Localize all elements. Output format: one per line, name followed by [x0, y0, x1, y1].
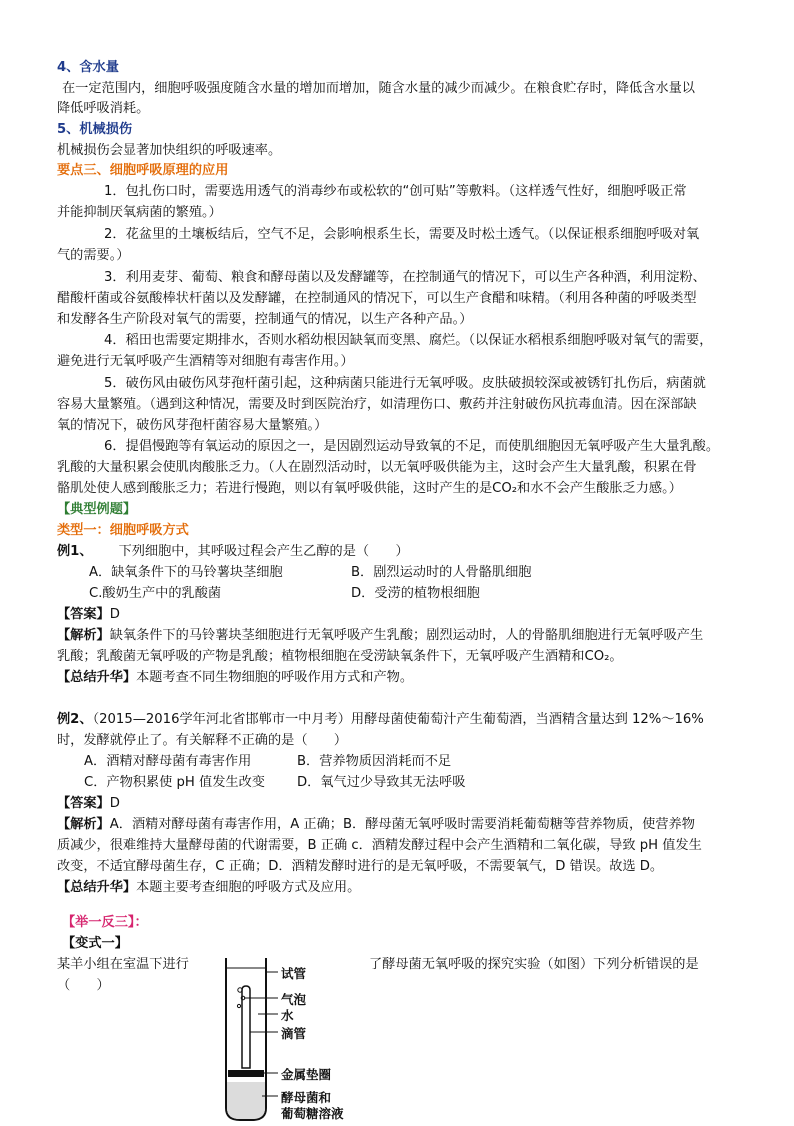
- example-1-summary: [57, 668, 794, 688]
- metal-washer-shape: [228, 1070, 264, 1077]
- section-5-heading: 5、机械损伤: [57, 122, 133, 137]
- example-1-option-b: B．剧烈运动时的人骨骼肌细胞: [351, 565, 532, 580]
- label-water: 水: [281, 1008, 294, 1023]
- point-3-line: 并能抑制厌氧病菌的繁殖。）: [57, 205, 222, 220]
- example-2-option-c: C．产物积累使 pH 值发生改变: [84, 775, 265, 790]
- example-1-question-text: 下列细胞中，其呼吸过程会产生乙醇的是（ ）: [118, 544, 409, 559]
- example-2-analysis-line-2: 质减少，很难维持大量酵母菌的代谢需要，B 正确 c．酒精发酵过程中会产生酒精和二氧化碳，导致 pH 值发生: [57, 838, 702, 853]
- label-yeast: 酵母菌和: [281, 1090, 332, 1105]
- point-3-heading: 要点三、细胞呼吸原理的应用: [57, 163, 229, 178]
- yeast-experiment-figure: [218, 950, 378, 1122]
- summary-label: 【总结升华】: [57, 670, 137, 685]
- summary-label: 【总结升华】: [57, 880, 137, 895]
- example-2-label: 例2、: [57, 712, 93, 727]
- yeast-solution-shape: [227, 1082, 265, 1119]
- variant-question-paren: （ ）: [57, 978, 110, 993]
- variant-question-right: 了酵母菌无氧呼吸的探究实验（如图）下列分析错误的是: [369, 957, 699, 972]
- example-2-option-b: B．营养物质因消耗而不足: [297, 754, 452, 769]
- point-3-line: 氧的情况下，破伤风芽孢杆菌容易大量繁殖。）: [57, 418, 328, 433]
- point-3-line: 容易大量繁殖。（遇到这种情况，需要及时到医院治疗，如清理伤口、敷药并注射破伤风抗毒血清。因在深部缺: [57, 397, 697, 412]
- point-3-line: 4．稻田也需要定期排水，否则水稻幼根因缺氧而变黑、腐烂。（以保证水稻根系细胞呼吸对氧气的需要，: [104, 333, 713, 348]
- bubble-shape: [237, 1004, 240, 1007]
- section-5-para: 机械损伤会显著加快组织的呼吸速率。: [57, 143, 282, 158]
- label-bubble: 气泡: [281, 992, 307, 1007]
- example-2-question-text: （2015—2016学年河北省邯郸市一中月考）用酵母菌使葡萄汁产生葡萄酒，当酒精含量达到 12%～16%: [92, 712, 704, 727]
- analysis-label: 【解析】: [57, 817, 110, 832]
- analysis-label: 【解析】: [57, 628, 110, 643]
- point-3-line: 乳酸的大量积累会使肌肉酸胀乏力。（人在剧烈活动时，以无氧呼吸供能为主，这时会产生大量乳酸，积累在骨: [57, 460, 697, 475]
- example-2-answer: [57, 794, 794, 814]
- example-1-option-a: A．缺氧条件下的马铃薯块茎细胞: [89, 565, 283, 580]
- point-3-line: 6．提倡慢跑等有氧运动的原因之一，是因剧烈运动导致氧的不足，而使肌细胞因无氧呼吸产生大量乳酸。: [104, 439, 720, 454]
- example-1-option-d: D．受涝的植物根细胞: [351, 586, 480, 601]
- example-1-option-c: C.酸奶生产中的乳酸菌: [89, 586, 222, 601]
- point-3-line: 1．包扎伤口时，需要选用透气的消毒纱布或松软的“创可贴”等敷料。（这样透气性好，细胞呼吸正常: [104, 184, 687, 199]
- answer-value: D: [109, 796, 120, 811]
- example-1-label: 例1、: [57, 544, 93, 559]
- analysis-text: A．酒精对酵母菌有毒害作用，A 正确；B．酵母菌无氧呼吸时需要消耗葡萄糖等营养物质，使营养物: [109, 817, 695, 832]
- example-1-answer: [57, 605, 794, 625]
- variant-question-left: 某羊小组在室温下进行: [57, 957, 189, 972]
- label-glucose-solution: 葡萄糖溶液: [281, 1106, 344, 1121]
- example-2-question-line-2: 时，发酵就停止了。有关解释不正确的是（ ）: [57, 733, 348, 748]
- answer-label: 【答案】: [57, 607, 110, 622]
- example-2-option-a: A．酒精对酵母菌有毒害作用: [84, 754, 252, 769]
- point-3-line: 2．花盆里的土壤板结后，空气不足，会影响根系生长，需要及时松土透气。（以保证根系细胞呼吸对氧: [104, 227, 700, 242]
- example-1-analysis-line-2: 乳酸；乳酸菌无氧呼吸的产物是乳酸；植物根细胞在受涝缺氧条件下，无氧呼吸产生酒精和CO₂。: [57, 649, 623, 664]
- answer-label: 【答案】: [57, 796, 110, 811]
- label-dropper: 滴管: [281, 1026, 307, 1041]
- point-3-line: 避免进行无氧呼吸产生酒精等对细胞有毒害作用。）: [57, 354, 354, 369]
- point-3-line: 气的需要。）: [57, 248, 130, 263]
- example-1-analysis-line-1: [57, 626, 794, 646]
- label-test-tube: 试管: [281, 966, 307, 981]
- label-metal-washer: 金属垫圈: [281, 1067, 332, 1082]
- example-2-question-line-1: [57, 710, 794, 730]
- point-3-line: 醋酸杆菌或谷氨酸棒状杆菌以及发酵罐，在控制通风的情况下，可以生产食醋和味精。（利用各种菌的呼吸类型: [57, 291, 697, 306]
- type-1-heading: 类型一：细胞呼吸方式: [57, 523, 189, 538]
- practice-heading: 【举一反三】：: [62, 915, 148, 930]
- analysis-text: 缺氧条件下的马铃薯块茎细胞进行无氧呼吸产生乳酸；剧烈运动时，人的骨骼肌细胞进行无氧呼吸产生: [109, 628, 704, 643]
- examples-heading: 【典型例题】: [57, 502, 137, 517]
- point-3-line: 和发酵各生产阶段对氧气的需要，控制通气的情况，以生产各种产品。）: [57, 312, 473, 327]
- point-3-line: 骼肌处使人感到酸胀乏力；若进行慢跑，则以有氧呼吸供能，这时产生的是CO₂和水不会产生酸胀乏力感。）: [57, 481, 682, 496]
- example-2-analysis-line-1: [57, 815, 794, 835]
- example-2-analysis-line-3: 改变，不适宜酵母菌生存，C 正确；D．酒精发酵时进行的是无氧呼吸，不需要氧气，D 错误。故选 D。: [57, 859, 664, 874]
- point-3-line: 5．破伤风由破伤风芽孢杆菌引起，这种病菌只能进行无氧呼吸。皮肤破损较深或被锈钉扎伤后，病菌就: [104, 376, 706, 391]
- section-4-para-line-1: 在一定范围内，细胞呼吸强度随含水量的增加而增加，随含水量的减少而减少。在粮食贮存时，降低含水量以: [62, 81, 695, 96]
- point-3-line: 3．利用麦芽、葡萄、粮食和酵母菌以及发酵罐等，在控制通气的情况下，可以生产各种酒，利用淀粉、: [104, 270, 706, 285]
- section-4-heading: 4、含水量: [57, 60, 119, 75]
- example-2-option-d: D．氧气过少导致其无法呼吸: [297, 775, 466, 790]
- summary-text: 本题考查不同生物细胞的呼吸作用方式和产物。: [136, 670, 414, 685]
- summary-text: 本题主要考查细胞的呼吸方式及应用。: [136, 880, 361, 895]
- variant-heading: 【变式一】: [62, 936, 128, 951]
- section-4-para-line-2: 降低呼吸消耗。: [57, 101, 150, 116]
- example-1-question: [57, 542, 794, 562]
- answer-value: D: [109, 607, 120, 622]
- example-2-summary: [57, 878, 794, 898]
